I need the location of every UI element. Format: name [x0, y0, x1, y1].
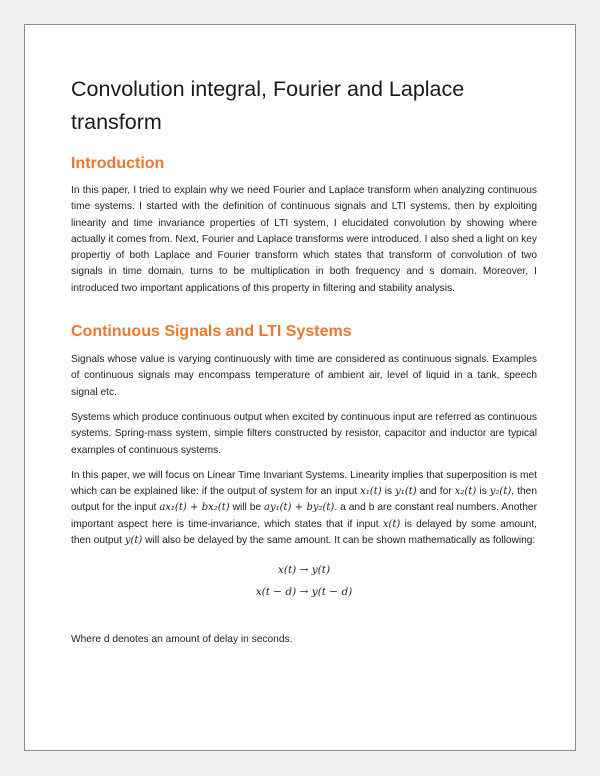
- equation-time-invariance: x(t) → y(t): [277, 564, 331, 577]
- section-heading-introduction: Introduction: [71, 155, 165, 172]
- math-inline: x(t): [382, 518, 401, 530]
- lti-text: is: [476, 486, 490, 498]
- lti-text: is: [381, 486, 396, 498]
- systems-paragraph: Systems which produce continuous output when excited by continuous input are referred as continuous systems. Spring-mass system, simple filters constructed by resistor, capacitor and inductor are typical examples of continuous systems.: [71, 411, 537, 456]
- math-inline: x₁(t): [360, 486, 382, 498]
- section-heading-continuous-signals: Continuous Signals and LTI Systems: [71, 323, 352, 341]
- math-inline: x₂(t): [454, 486, 477, 498]
- math-inline: ay₁(t) + by₂(t): [264, 502, 335, 514]
- lti-text: . a and b are constant real numbers. Another important aspect here is time-invariance, which states that if input: [71, 502, 537, 530]
- lti-text: will also be delayed by the same amount. It can be shown mathematically as following:: [142, 535, 536, 547]
- intro-paragraph: In this paper, I tried to explain why we need Fourier and Laplace transform when analyzing continuous time systems. I started with the definition of continuous signals and LTI systems, then by exploiting linearity and time invariance properties of LTI system, I elucidated convolution by showing where actually it comes from. Next, Fourier and Laplace transforms were introduced. I also shed a light on key propertiy of both Laplace and Fourier transform which states that transform of convolution of two signals in time domain, turns to be multiplication in both frequency and s domain. Moreover, I introduced two important applications of this property in filtering and stability analysis.: [71, 185, 537, 294]
- signals-paragraph: Signals whose value is varying continuously with time are considered as continuous signals. Examples of continuous signals may encompass temperature of ambient air, level of liquid in a tank, speech signal etc.: [71, 354, 537, 398]
- lti-text: In this paper, we will focus on Linear Time Invariant Systems. Linearity implies that superposition is met which can be explained like: if the output of system for an input: [71, 469, 537, 498]
- page-content: [71, 73, 537, 658]
- lti-text: , then output for the input: [71, 486, 537, 514]
- math-inline: ax₁(t) + bx₂(t): [159, 502, 230, 514]
- math-inline: y₂(t): [489, 486, 512, 498]
- math-inline: y₁(t): [395, 486, 417, 498]
- equation-delayed: x(t − d) → y(t − d): [255, 586, 353, 599]
- document-page: [24, 24, 576, 751]
- delay-note-paragraph: Where d denotes an amount of delay in seconds.: [71, 634, 293, 646]
- lti-text: and for: [416, 486, 455, 498]
- math-inline: y(t): [124, 535, 143, 547]
- lti-text: will be: [229, 502, 264, 514]
- equation-block: [71, 559, 537, 603]
- lti-paragraph: [71, 468, 537, 549]
- lti-text: is delayed by some amount, then output: [71, 518, 537, 547]
- document-title: Convolution integral, Fourier and Laplace transform: [71, 77, 465, 134]
